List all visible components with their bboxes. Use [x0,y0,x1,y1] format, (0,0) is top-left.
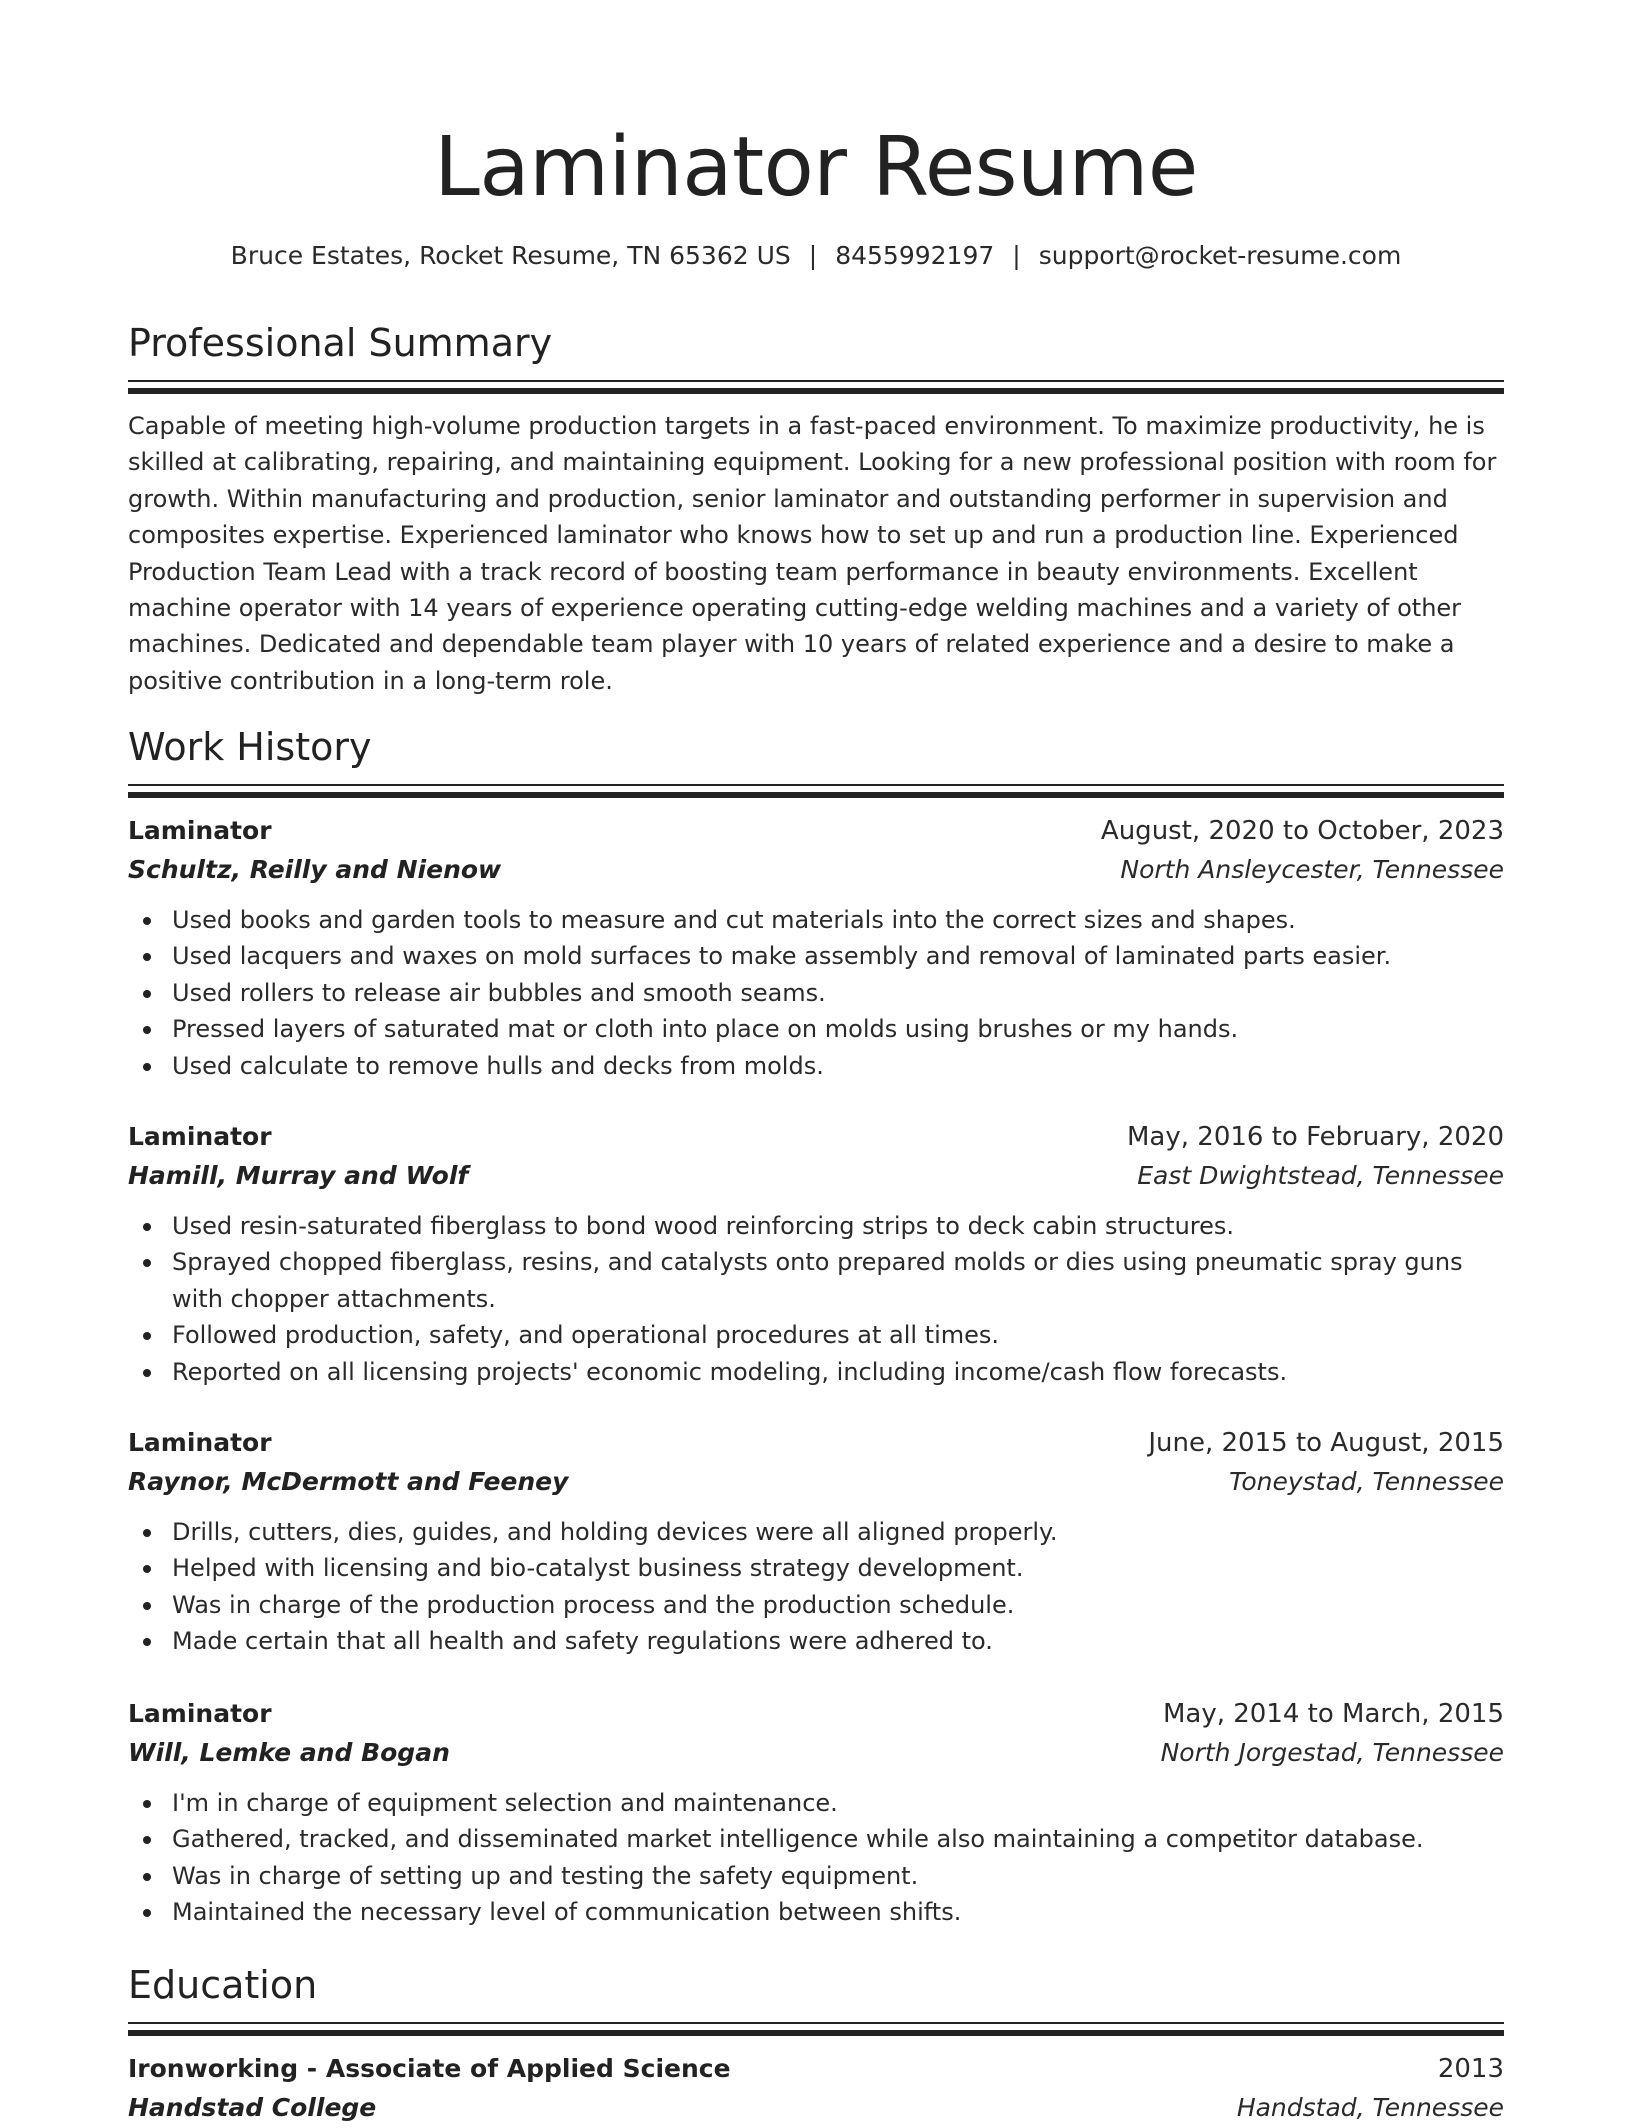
bullet-item: Used resin-saturated fiberglass to bond wood reinforcing strips to deck cabin structures. [128,1208,1504,1244]
bullet-item: Used rollers to release air bubbles and smooth seams. [128,975,1504,1011]
job-entry [128,1424,1504,1660]
section-divider [128,380,1504,394]
bullet-item: Was in charge of setting up and testing the safety equipment. [128,1858,1504,1894]
job-location: North Ansleycester, Tennessee [1120,855,1504,884]
job-title: Laminator [128,1699,272,1728]
contact-email: support@rocket-resume.com [1038,241,1402,270]
bullet-item: Made certain that all health and safety regulations were adhered to. [128,1623,1504,1659]
education-entry [128,2050,1504,2128]
resume-title: Laminator Resume [434,120,1198,215]
bullet-item: Followed production, safety, and operational procedures at all times. [128,1317,1504,1353]
bullet-item: Drills, cutters, dies, guides, and holding devices were all aligned properly. [128,1514,1504,1550]
bullet-item: Gathered, tracked, and disseminated market intelligence while also maintaining a competitor database. [128,1821,1504,1857]
summary-text: Capable of meeting high-volume production targets in a fast-paced environment. To maximize productivity, he is skilled at calibrating, repairing, and maintaining equipment. Looking for a new professional position with room for growth. Within manufacturing and production, senior laminator and outstanding performer in supervision and composites expertise. Experienced laminator who knows how to set up and run a production line. Experienced Production Team Lead with a track record of boosting team performance in beauty environments. Excellent machine operator with 14 years of experience operating cutting-edge welding machines and a variety of other machines. Dedicated and dependable team player with 10 years of related experience and a desire to make a positive contribution in a long-term role. [128,412,1497,695]
education-degree: Ironworking - Associate of Applied Science [128,2054,731,2083]
job-dates: May, 2016 to February, 2020 [1127,1122,1504,1152]
contact-line [128,238,1504,274]
bullet-item: I'm in charge of equipment selection and maintenance. [128,1785,1504,1821]
education-year: 2013 [1437,2054,1504,2084]
contact-separator: | [808,241,818,270]
bullet-item: Used calculate to remove hulls and decks from molds. [128,1048,1504,1084]
job-company: Raynor, McDermott and Feeney [128,1467,569,1496]
contact-phone: 8455992197 [835,241,995,270]
job-entry [128,1695,1504,1931]
bullet-item: Pressed layers of saturated mat or cloth into place on molds using brushes or my hands. [128,1011,1504,1047]
bullet-item: Used lacquers and waxes on mold surfaces to make assembly and removal of laminated parts easier. [128,938,1504,974]
bullet-item: Maintained the necessary level of communication between shifts. [128,1894,1504,1930]
job-bullets [128,1514,1504,1660]
job-entry [128,1118,1504,1390]
job-dates: June, 2015 to August, 2015 [1148,1428,1504,1458]
bullet-item: Reported on all licensing projects' economic modeling, including income/cash flow forecasts. [128,1354,1504,1390]
job-title: Laminator [128,816,272,845]
job-company: Hamill, Murray and Wolf [128,1161,469,1190]
job-company: Will, Lemke and Bogan [128,1738,450,1767]
work-history-section [128,722,1504,798]
job-location: East Dwightstead, Tennessee [1137,1161,1504,1190]
education-location: Handstad, Tennessee [1236,2093,1504,2122]
summary-section [128,318,1504,699]
job-entry [128,812,1504,1084]
bullet-item: Helped with licensing and bio-catalyst business strategy development. [128,1550,1504,1586]
job-title: Laminator [128,1122,272,1151]
job-title: Laminator [128,1428,272,1457]
education-school: Handstad College [128,2093,377,2122]
job-location: Toneystad, Tennessee [1229,1467,1504,1496]
contact-separator: | [1012,241,1021,270]
education-section [128,1960,1504,2036]
job-bullets [128,1208,1504,1390]
job-bullets [128,902,1504,1084]
job-dates: August, 2020 to October, 2023 [1100,816,1504,846]
bullet-item: Sprayed chopped fiberglass, resins, and catalysts onto prepared molds or dies using pneumatic spray guns with chopper attachments. [128,1244,1504,1317]
contact-address: Bruce Estates, Rocket Resume, TN 65362 US [230,241,791,270]
job-company: Schultz, Reilly and Nienow [128,855,502,884]
job-bullets [128,1785,1504,1931]
bullet-item: Used books and garden tools to measure and cut materials into the correct sizes and shapes. [128,902,1504,938]
job-location: North Jorgestad, Tennessee [1160,1738,1504,1767]
section-divider [128,784,1504,798]
section-heading-education: Education [128,1963,318,2007]
section-heading-summary: Professional Summary [128,321,553,365]
bullet-item: Was in charge of the production process and the production schedule. [128,1587,1504,1623]
section-heading-work-history: Work History [128,725,372,769]
job-dates: May, 2014 to March, 2015 [1162,1699,1504,1729]
section-divider [128,2022,1504,2036]
